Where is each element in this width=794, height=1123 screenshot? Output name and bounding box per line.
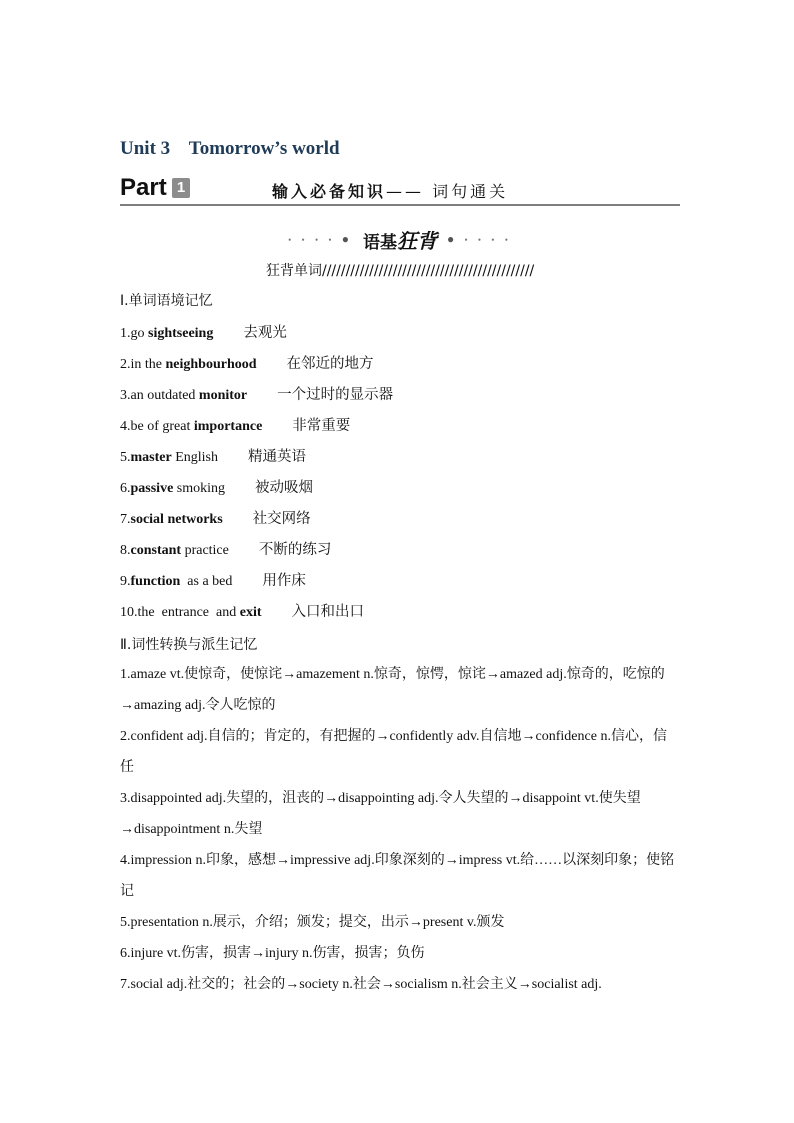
banner-title-b: 狂背 — [397, 229, 437, 253]
vocab-translation: 非常重要 — [292, 418, 351, 434]
vocab-number: 7. — [120, 512, 131, 527]
vocab-keyword: importance — [193, 419, 263, 434]
vocab-keyword: passive — [130, 481, 174, 496]
part-heading — [272, 179, 508, 202]
vocab-translation: 一个过时的显示器 — [277, 387, 394, 403]
unit-title: Unit 3 Tomorrow’s world — [120, 138, 340, 159]
vocab-number: 4. — [120, 419, 131, 434]
derivation-item-4: 4.impression n.印象，感想→impressive adj.印象深刻的→impress vt.给……以深刻印象；使铭记 — [120, 853, 675, 899]
vocab-suffix: English — [171, 450, 218, 465]
vocab-translation: 社交网络 — [252, 511, 311, 527]
dots-left-decoration: • • • • ● — [288, 232, 353, 246]
vocab-prefix: the entrance and — [137, 605, 240, 620]
vocab-item — [120, 321, 287, 342]
vocab-number: 5. — [120, 450, 131, 465]
vocab-item — [120, 538, 331, 559]
dots-right-decoration: ● • • • • — [447, 232, 512, 246]
vocab-item — [120, 383, 393, 404]
section-1-title: Ⅰ.单词语境记忆 — [120, 293, 213, 309]
vocab-number: 6. — [120, 481, 131, 496]
vocab-keyword: exit — [239, 605, 262, 620]
vocab-number: 3. — [120, 388, 131, 403]
vocab-keyword: master — [130, 450, 172, 465]
vocab-keyword: constant — [130, 543, 182, 558]
vocab-suffix: as a bed — [180, 574, 233, 589]
vocab-prefix: an outdated — [130, 388, 199, 403]
vocab-translation: 在邻近的地方 — [286, 356, 374, 372]
vocab-translation: 被动吸烟 — [255, 480, 314, 496]
subheading: 狂背单词///////////////////////////////////////////// — [266, 263, 535, 279]
vocab-item — [120, 507, 311, 528]
vocab-keyword: function — [130, 574, 181, 589]
vocab-item — [120, 414, 350, 435]
vocab-keyword: social networks — [130, 512, 223, 527]
part-heading-bold: 输入必备知识 — [272, 182, 387, 201]
vocab-item — [120, 476, 313, 497]
part-header — [120, 174, 680, 206]
vocab-translation: 精通英语 — [247, 449, 306, 465]
vocab-suffix: practice — [181, 543, 229, 558]
vocab-item — [120, 600, 364, 621]
part-label: Part — [120, 174, 167, 201]
section-banner — [120, 225, 680, 253]
vocab-item — [120, 569, 306, 590]
vocab-keyword: sightseeing — [148, 326, 214, 341]
vocab-number: 2. — [120, 357, 131, 372]
vocab-prefix: go — [130, 326, 148, 341]
section-2-title: Ⅱ.词性转换与派生记忆 — [120, 637, 258, 653]
vocab-keyword: neighbourhood — [165, 357, 257, 372]
vocab-keyword: monitor — [198, 388, 248, 403]
vocab-translation: 不断的练习 — [258, 542, 332, 558]
vocab-item — [120, 352, 374, 373]
part-number-badge: 1 — [172, 178, 190, 198]
vocab-number: 9. — [120, 574, 131, 589]
derivation-item-3: 3.disappointed adj.失望的，沮丧的→disappointing adj.令人失望的→disappoint vt.使失望→disappointment n.失望 — [120, 791, 641, 837]
derivation-item-7: 7.social adj.社交的；社会的→society n.社会→socialism n.社会主义→socialist adj. — [120, 977, 602, 992]
derivation-item-1: 1.amaze vt.使惊奇，使惊诧→amazement n.惊奇，惊愕，惊诧→amazed adj.惊奇的，吃惊的→amazing adj.令人吃惊的 — [120, 667, 665, 713]
derivation-item-6: 6.injure vt.伤害，损害→injury n.伤害，损害；负伤 — [120, 946, 425, 961]
vocab-prefix: be of great — [130, 419, 194, 434]
vocab-number: 10. — [120, 605, 138, 620]
vocab-translation: 去观光 — [243, 325, 287, 341]
vocab-suffix: smoking — [173, 481, 226, 496]
vocab-prefix: in the — [130, 357, 166, 372]
vocab-translation: 用作床 — [262, 573, 306, 589]
part-heading-rest: —— 词句通关 — [386, 182, 509, 201]
vocab-translation: 入口和出口 — [291, 604, 364, 620]
vocab-item — [120, 445, 306, 466]
derivation-item-5: 5.presentation n.展示，介绍；颁发；提交，出示→present v.颁发 — [120, 915, 505, 930]
derivation-item-2: 2.confident adj.自信的；肯定的，有把握的→confidently adv.自信地→confidence n.信心，信任 — [120, 729, 667, 775]
banner-title — [363, 225, 437, 254]
vocab-number: 8. — [120, 543, 131, 558]
banner-title-a: 语基 — [363, 233, 397, 253]
vocab-number: 1. — [120, 326, 131, 341]
